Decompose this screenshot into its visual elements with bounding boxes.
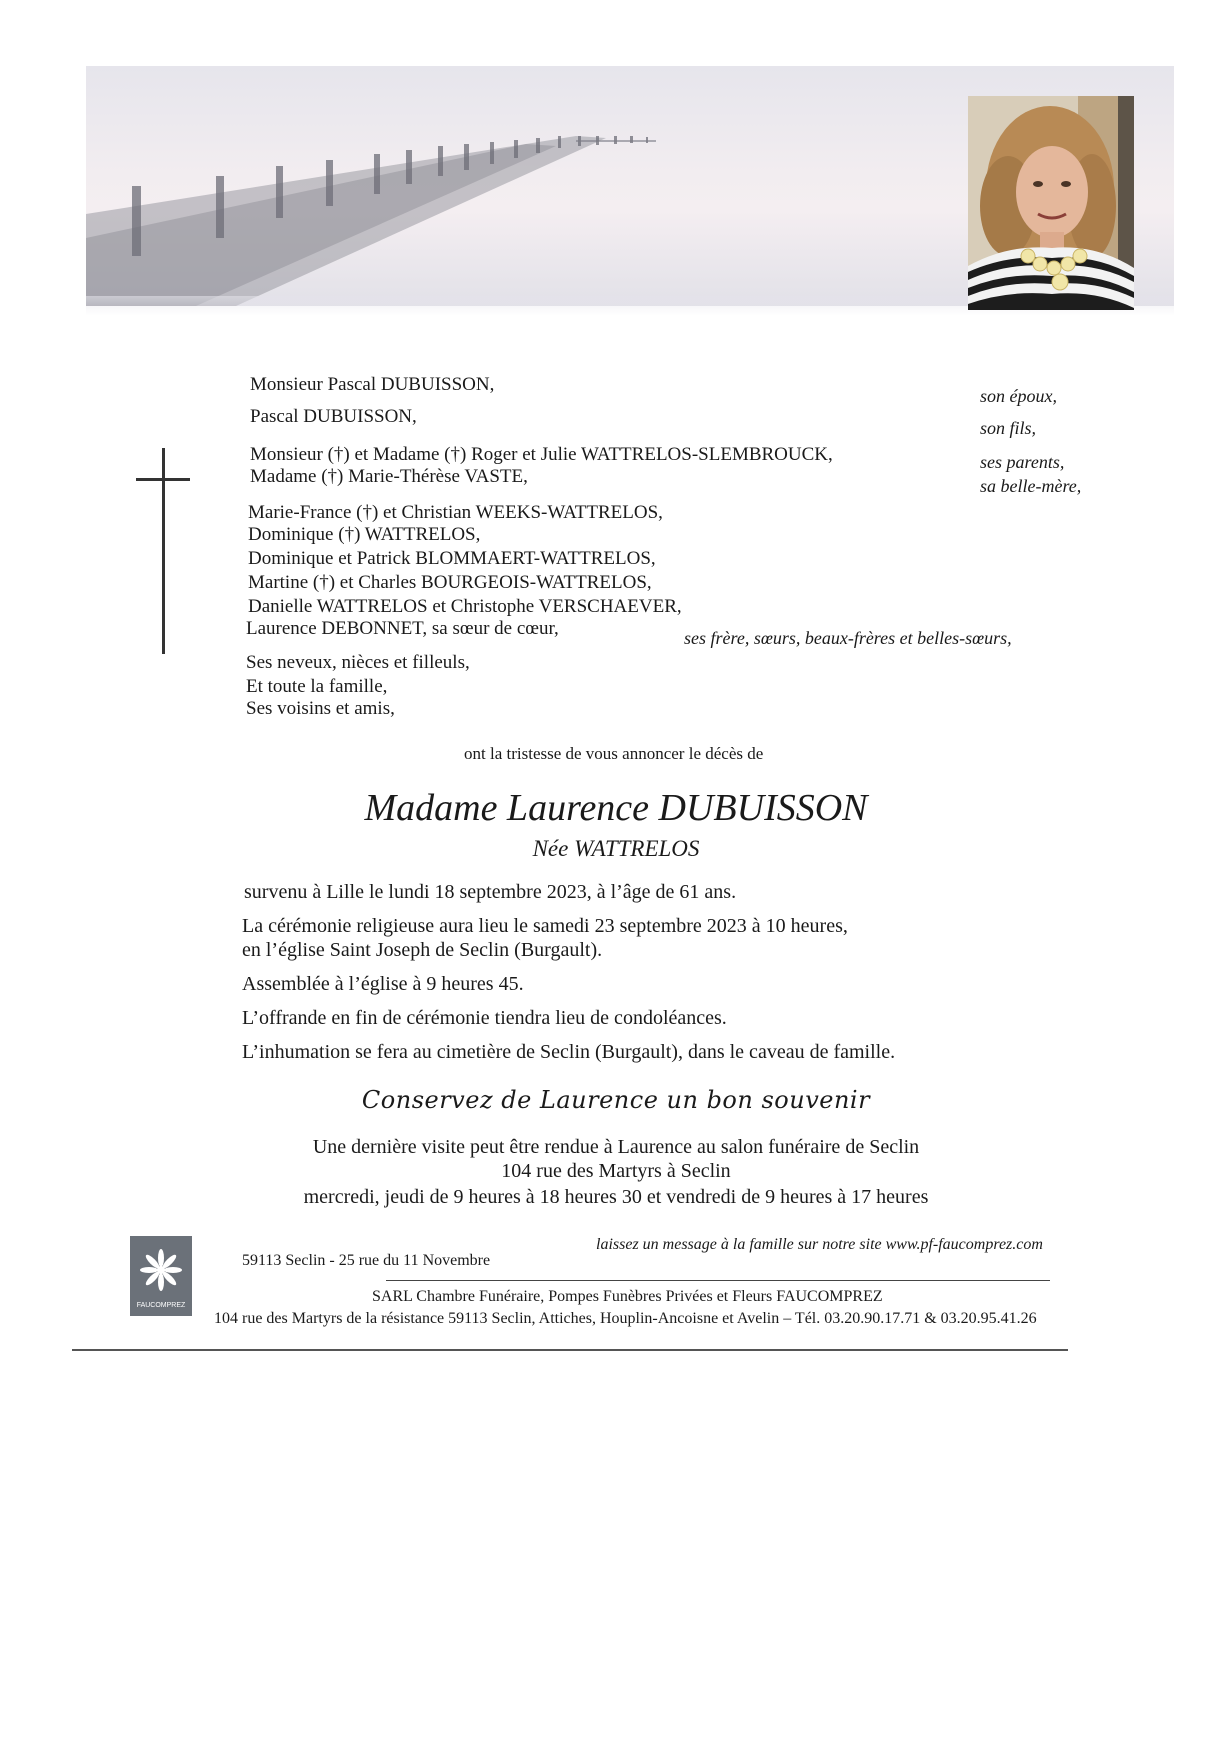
family-line: Monsieur Pascal DUBUISSON, [250, 374, 495, 395]
footer-address: 59113 Seclin - 25 rue du 11 Novembre [242, 1252, 491, 1269]
footer-website-message: laissez un message à la famille sur notre site www.pf-faucomprez.com [596, 1236, 1043, 1253]
family-line: Pascal DUBUISSON, [250, 406, 417, 427]
footer-bottom-rule [72, 1349, 1068, 1351]
family-line: Laurence DEBONNET, sa sœur de cœur, [246, 618, 559, 639]
faucomprez-logo [130, 1236, 192, 1316]
logo-text: FAUCOMPREZ [136, 1302, 186, 1309]
detail-line: en l’église Saint Joseph de Seclin (Burgault). [242, 939, 603, 961]
family-line: Et toute la famille, [246, 676, 388, 697]
family-line: Dominique et Patrick BLOMMAERT-WATTRELOS, [248, 548, 656, 569]
deceased-name: Madame Laurence DUBUISSON [364, 787, 868, 829]
relation-label: son fils, [980, 418, 1037, 438]
detail-line: La cérémonie religieuse aura lieu le samedi 23 septembre 2023 à 10 heures, [242, 915, 848, 937]
detail-line: L’inhumation se fera au cimetière de Seclin (Burgault), dans le caveau de famille. [242, 1041, 896, 1063]
family-line: Marie-France (†) et Christian WEEKS-WATTRELOS, [248, 502, 663, 523]
deceased-maiden-name: Née WATTRELOS [532, 836, 700, 861]
portrait-photo [968, 96, 1134, 310]
family-line: Danielle WATTRELOS et Christophe VERSCHAEVER, [248, 596, 682, 617]
relation-label: ses parents, [980, 452, 1065, 472]
footer-company: SARL Chambre Funéraire, Pompes Funèbres Privées et Fleurs FAUCOMPREZ [372, 1288, 883, 1305]
announcement-text: ont la tristesse de vous annoncer le décès de [464, 744, 764, 763]
souvenir-text: Conservez de Laurence un bon souvenir [361, 1086, 871, 1114]
footer-divider [386, 1280, 1050, 1281]
family-line: Dominique (†) WATTRELOS, [248, 524, 481, 545]
family-line: Madame (†) Marie-Thérèse VASTE, [250, 466, 528, 487]
relation-label: son époux, [980, 386, 1057, 406]
visit-line: mercredi, jeudi de 9 heures à 18 heures 30 et vendredi de 9 heures à 17 heures [303, 1186, 929, 1208]
family-line: Martine (†) et Charles BOURGEOIS-WATTRELOS, [248, 572, 652, 593]
detail-line: L’offrande en fin de cérémonie tiendra lieu de condoléances. [242, 1007, 727, 1029]
cross-icon-bar [136, 478, 190, 481]
family-line: Ses voisins et amis, [246, 698, 395, 719]
relation-label: sa belle-mère, [980, 476, 1082, 496]
family-line: Monsieur (†) et Madame (†) Roger et Julie WATTRELOS-SLEMBROUCK, [250, 444, 833, 465]
family-line: Ses neveux, nièces et filleuls, [246, 652, 470, 673]
visit-line: Une dernière visite peut être rendue à Laurence au salon funéraire de Seclin [312, 1136, 920, 1158]
visit-line: 104 rue des Martyrs à Seclin [501, 1160, 731, 1182]
detail-line: Assemblée à l’église à 9 heures 45. [242, 973, 524, 995]
detail-line: survenu à Lille le lundi 18 septembre 2023, à l’âge de 61 ans. [244, 881, 737, 903]
footer-contact: 104 rue des Martyrs de la résistance 59113 Seclin, Attiches, Houplin-Ancoisne et Avelin – Tél. 03.20.90.17.71 & 03.20.95.41.26 [214, 1310, 1037, 1327]
relation-label: ses frère, sœurs, beaux-frères et belles-sœurs, [684, 628, 1012, 648]
